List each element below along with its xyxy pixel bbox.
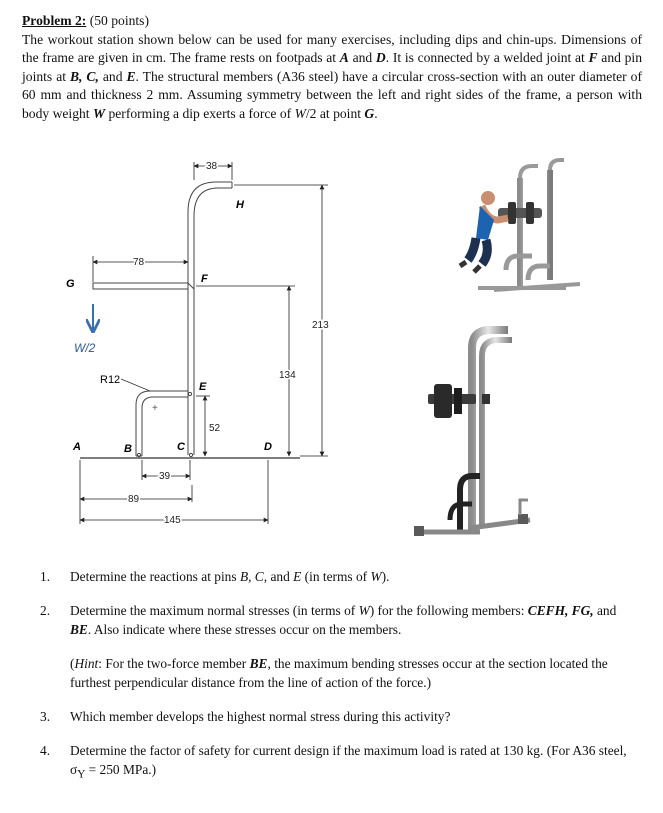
question-4: 4. Determine the factor of safety for current design if the maximum load is rated at 130 kg. (For A36 steel, $\sigma_Y = 250$ MPa.) xyxy=(40,743,627,781)
dim-89-label: 89 xyxy=(128,494,140,505)
label-b: B xyxy=(124,443,132,455)
question-list xyxy=(40,568,640,800)
pin-c xyxy=(189,453,192,456)
photo-person-dip xyxy=(458,160,588,300)
label-d: D xyxy=(264,441,272,453)
label-f: F xyxy=(201,273,208,285)
svg-text:+: + xyxy=(152,403,158,414)
label-e: E xyxy=(199,381,207,393)
label-load: W/2 xyxy=(74,341,96,355)
dim-145-label: 145 xyxy=(164,515,181,526)
question-3: 3. Which member develops the highest normal stress during this activity? xyxy=(40,709,451,725)
label-h: H xyxy=(236,199,244,211)
dim-52 xyxy=(196,396,210,456)
problem-title: Problem 2: (50 points) xyxy=(22,13,149,28)
label-a: A xyxy=(73,441,81,453)
question-2: 2. Determine the maximum normal stresses (in terms of W) for the following members: CEFH, FG, and BE. Also indicate where these stresses occur on the members. xyxy=(40,603,617,637)
pin-e xyxy=(188,392,191,395)
photo-station-side xyxy=(410,320,540,540)
dim-213-label: 213 xyxy=(312,320,329,331)
label-g: G xyxy=(66,278,75,290)
problem-statement: The workout station shown below can be used for many exercises, including dips and chin-ups. Dimensions of the frame are given in cm. The frame rests on footpads at A and D. It is connected by a welded joint at F and pin joints at B, C, and E. The structural members (A36 steel) have a circular cross-section with an outer diameter of 60 mm and thickness 2 mm. Assuming symmetry between the left and right sides of the frame, a person with body weight W performing a dip exerts a force of W/2 at point G. xyxy=(22,31,642,121)
dim-134-label: 134 xyxy=(279,370,296,381)
pin-b xyxy=(137,453,140,456)
label-c: C xyxy=(177,441,185,453)
dim-52-label: 52 xyxy=(209,423,221,434)
frame-main-tube xyxy=(188,182,232,455)
question-1: 1. Determine the reactions at pins B, C, and E (in terms of W). xyxy=(40,569,390,584)
problem-header xyxy=(22,12,642,124)
frame-arm-fg xyxy=(93,283,194,289)
question-2-hint: (Hint: For the two-force member BE, the maximum bending stresses occur at the section located the furthest perpendicular distance from the line of action of the force.) xyxy=(70,656,608,690)
dim-39-label: 39 xyxy=(159,471,171,482)
dim-38-label: 38 xyxy=(206,161,218,172)
dim-78-label: 78 xyxy=(133,257,145,268)
frame-figure xyxy=(0,150,663,545)
label-radius: R12 xyxy=(100,374,121,386)
